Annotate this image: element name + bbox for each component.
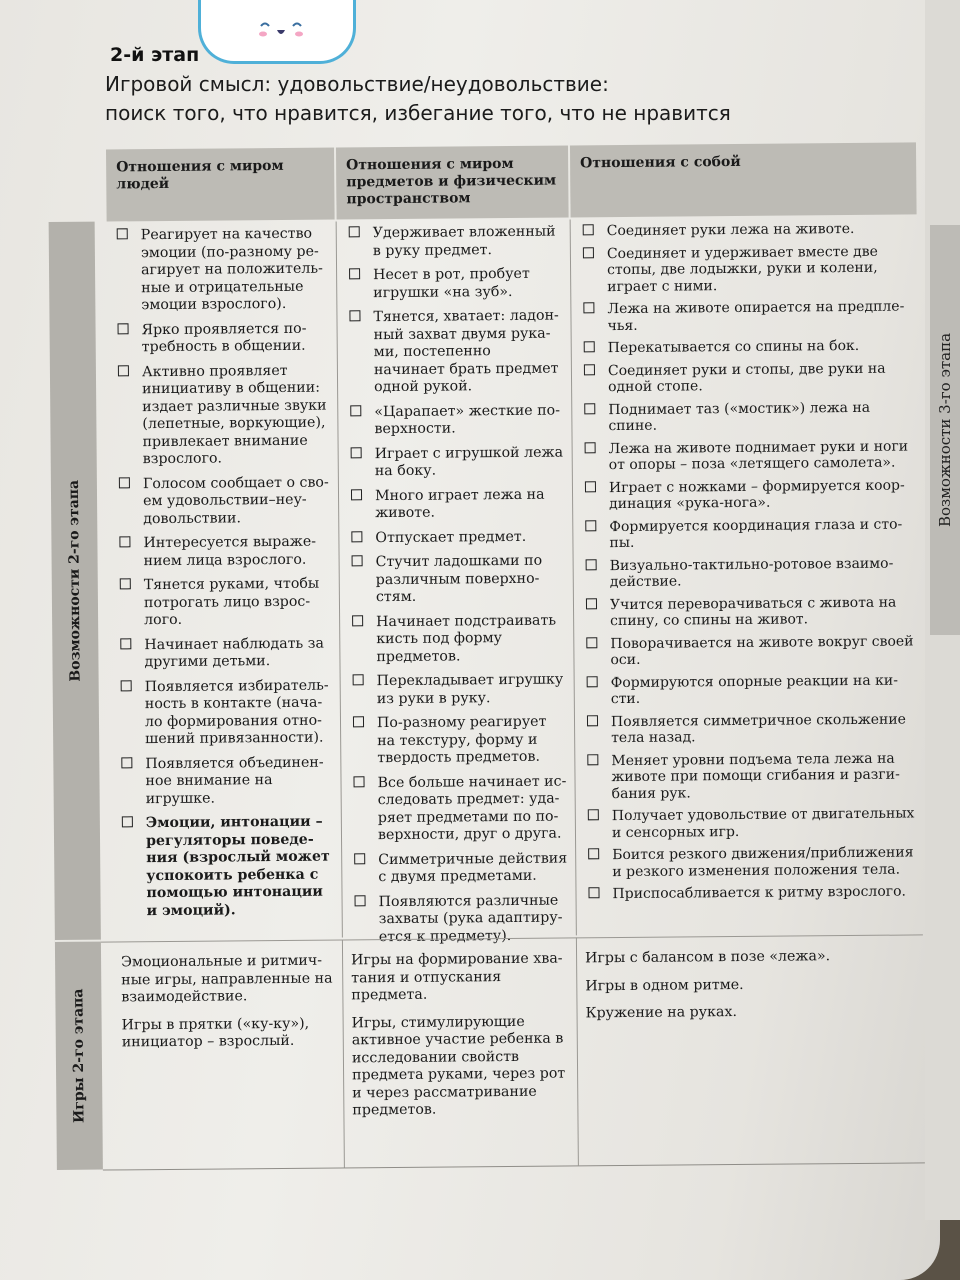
list-item: Поднимает таз («мостик») лежа на спине. xyxy=(582,399,912,435)
checkbox-icon[interactable] xyxy=(586,637,597,648)
checkbox-icon[interactable] xyxy=(586,598,597,609)
checkbox-icon[interactable] xyxy=(119,536,130,547)
list-item: Стучит ладошками по различным поверхностям. xyxy=(350,553,565,607)
list-item: Играет с ножками – формируется координация «рука-нога». xyxy=(583,477,913,513)
list-item: Несет в рот, пробует игрушки «на зуб». xyxy=(347,266,562,303)
stage-subtitle xyxy=(105,70,865,128)
list-item: Голосом сообщает о своем удовольствии–неудовольствии. xyxy=(117,474,330,528)
subtitle-line-1: Игровой смысл: удовольствие/неудовольствие: xyxy=(105,72,609,96)
game-text: Кружение на руках. xyxy=(585,1004,737,1022)
list-item: Визуально-тактильно-ротовое взаимодействие. xyxy=(584,555,914,591)
list-item: Поворачивается на животе вокруг своей оси. xyxy=(584,633,914,669)
checkbox-icon[interactable] xyxy=(118,323,129,334)
checkbox-icon[interactable] xyxy=(583,302,594,313)
column-header-self: Отношения с собой xyxy=(570,142,917,217)
checkbox-icon[interactable] xyxy=(349,310,360,321)
checkbox-icon[interactable] xyxy=(587,754,598,765)
list-item: Симметричные действия с двумя предметами. xyxy=(352,850,567,887)
list-item: Играет с игрушкой лежа на боку. xyxy=(349,444,564,481)
next-page-side-tab xyxy=(930,225,960,635)
checkbox-icon[interactable] xyxy=(351,447,362,458)
list-item: Получает удовольствие от двигательных и сенсорных игр. xyxy=(586,805,916,841)
checkbox-icon[interactable] xyxy=(350,405,361,416)
list-item: Ярко проявляется потребность в общении. xyxy=(116,320,329,357)
checkbox-icon[interactable] xyxy=(121,680,132,691)
column-header-people: Отношения с миром людей xyxy=(106,147,337,221)
game-text: Игры в прятки («ку-ку»), инициатор – взрослый. xyxy=(121,1015,310,1051)
checkbox-icon[interactable] xyxy=(351,489,362,500)
game-text: Игры в одном ритме. xyxy=(585,976,744,994)
checkbox-icon[interactable] xyxy=(353,716,364,727)
list-item: Учится переворачиваться с живота на спину, со спины на живот. xyxy=(584,594,914,630)
checkbox-icon[interactable] xyxy=(587,676,598,687)
side-label-abilities-text: Возможности 2-го этапа xyxy=(65,479,84,682)
list-item: Реагирует на качество эмоции (по-разному реагирует на положительные и отрицательные эмоции взрослого). xyxy=(115,226,329,315)
list-item: Лежа на животе поднимает руки и ноги от опоры – поза «летящего самолета». xyxy=(583,438,913,474)
checkbox-icon[interactable] xyxy=(588,809,599,820)
cloud-sticker xyxy=(198,0,356,64)
list-item: Много играет лежа на животе. xyxy=(349,486,564,523)
list-item: Все больше начинает исследовать предмет: ударяет предметами по поверхности, друг о друга. xyxy=(351,773,567,845)
list-item: Соединяет руки лежа на животе. xyxy=(581,220,911,239)
checkbox-icon[interactable] xyxy=(584,341,595,352)
column-header-objects: Отношения с миром предметов и физическим пространством xyxy=(336,145,571,219)
checkbox-icon[interactable] xyxy=(585,442,596,453)
checkbox-icon[interactable] xyxy=(120,578,131,589)
column-people xyxy=(107,221,343,939)
game-text: Игры на формирование хватания и отпускания предмета. xyxy=(351,950,563,1004)
list-item: Появляется избирательность в контакте (начало формирования отношений привязанности). xyxy=(119,677,333,749)
checkbox-icon[interactable] xyxy=(354,853,365,864)
list-item: Активно проявляет инициативу в общении: издает различные звуки (лепетные, воркующие), привлекает внимание взрослого. xyxy=(116,362,330,469)
list-item: Соединяет руки и стопы, две руки на одной стопе. xyxy=(582,360,912,396)
game-text: Эмоциональные и ритмичные игры, направленные на взаимодействие. xyxy=(121,952,333,1006)
next-page-edge xyxy=(925,0,960,1220)
side-label-abilities xyxy=(49,222,101,942)
games-objects xyxy=(343,937,579,1167)
checkbox-icon[interactable] xyxy=(583,224,594,235)
list-item: Лежа на животе опирается на предплечья. xyxy=(581,298,911,334)
checkbox-icon[interactable] xyxy=(117,228,128,239)
checkbox-icon[interactable] xyxy=(349,226,360,237)
list-item: Удерживает вложенный в руку предмет. xyxy=(347,224,562,261)
list-item: Интересуется выражением лица взрослого. xyxy=(117,534,330,571)
checkbox-icon[interactable] xyxy=(349,268,360,279)
checkbox-icon[interactable] xyxy=(121,757,132,768)
column-self xyxy=(571,216,923,935)
list-item: Эмоции, интонации – регуляторы поведения (взрослый может успокоить ребенка с помощью интонации и эмоций). xyxy=(120,814,334,921)
list-item: Меняет уровни подъема тела лежа на животе при помощи сгибания и разгибания рук. xyxy=(585,750,915,802)
column-objects xyxy=(337,219,577,945)
list-item: Формируется координация глаза и стопы. xyxy=(583,516,913,552)
list-item: Соединяет и удерживает вместе две стопы, две лодыжки, руки и колени, играет с ними. xyxy=(581,243,911,295)
list-item: Отпускает предмет. xyxy=(349,528,564,547)
checkbox-icon[interactable] xyxy=(584,364,595,375)
side-label-games xyxy=(55,942,103,1170)
list-item: Перекладывает игрушку из руки в руку. xyxy=(351,672,566,709)
checkbox-icon[interactable] xyxy=(118,365,129,376)
stage-table xyxy=(48,142,925,1170)
list-item: Появляется симметричное скольжение тела назад. xyxy=(585,711,915,747)
side-label-games-text: Игры 2-го этапа xyxy=(70,988,88,1124)
list-item: Тянется руками, чтобы потрогать лицо взрослого. xyxy=(118,576,331,630)
list-item: Появляются различные захваты (рука адаптируется к предмету). xyxy=(353,892,568,946)
checkbox-icon[interactable] xyxy=(585,520,596,531)
checkbox-icon[interactable] xyxy=(588,848,599,859)
checkbox-icon[interactable] xyxy=(587,715,598,726)
list-item: Тянется, хватает: ладонный захват двумя руками, постепенно начинает брать предмет одной рукой. xyxy=(347,308,563,397)
checkbox-icon[interactable] xyxy=(351,531,362,542)
games-self xyxy=(577,934,925,1165)
list-item: Боится резкого движения/приближения и резкого изменения положения тела. xyxy=(586,844,916,880)
cloud-face-icon xyxy=(257,18,305,42)
game-text: Игры, стимулирующие активное участие ребенка в исследовании свойств предмета руками, через рот и через рассматривание предметов. xyxy=(351,1013,566,1119)
checkbox-icon[interactable] xyxy=(352,615,363,626)
list-item: Перекатывается со спины на бок. xyxy=(582,337,912,356)
list-item: Приспосабливается к ритму взрослого. xyxy=(586,883,916,902)
checkbox-icon[interactable] xyxy=(584,403,595,414)
checkbox-icon[interactable] xyxy=(119,477,130,488)
game-text: Игры с балансом в позе «лежа». xyxy=(585,948,831,967)
subtitle-line-2: поиск того, что нравится, избегание того, что не нравится xyxy=(105,101,731,125)
checkbox-icon[interactable] xyxy=(586,559,597,570)
checkbox-icon[interactable] xyxy=(355,895,366,906)
checkbox-icon[interactable] xyxy=(353,674,364,685)
list-item: По-разному реагирует на текстуру, форму и твердость предметов. xyxy=(351,714,566,768)
games-people xyxy=(101,939,345,1169)
checkbox-icon[interactable] xyxy=(353,776,364,787)
stage-title: 2-й этап xyxy=(110,44,200,66)
list-item: Начинает подстраивать кисть под форму предметов. xyxy=(350,612,565,666)
checkbox-icon[interactable] xyxy=(585,481,596,492)
checkbox-icon[interactable] xyxy=(122,816,133,827)
next-page-tab-label: Возможности 3-го этапа xyxy=(936,332,954,528)
list-item: Начинает наблюдать за другими детьми. xyxy=(118,635,331,672)
checkbox-icon[interactable] xyxy=(588,887,599,898)
list-item: «Царапает» жесткие поверхности. xyxy=(348,402,563,439)
list-item: Формируются опорные реакции на кисти. xyxy=(585,672,915,708)
list-item: Появляется объединенное внимание на игрушке. xyxy=(119,754,332,808)
checkbox-icon[interactable] xyxy=(352,555,363,566)
checkbox-icon[interactable] xyxy=(583,247,594,258)
checkbox-icon[interactable] xyxy=(120,638,131,649)
